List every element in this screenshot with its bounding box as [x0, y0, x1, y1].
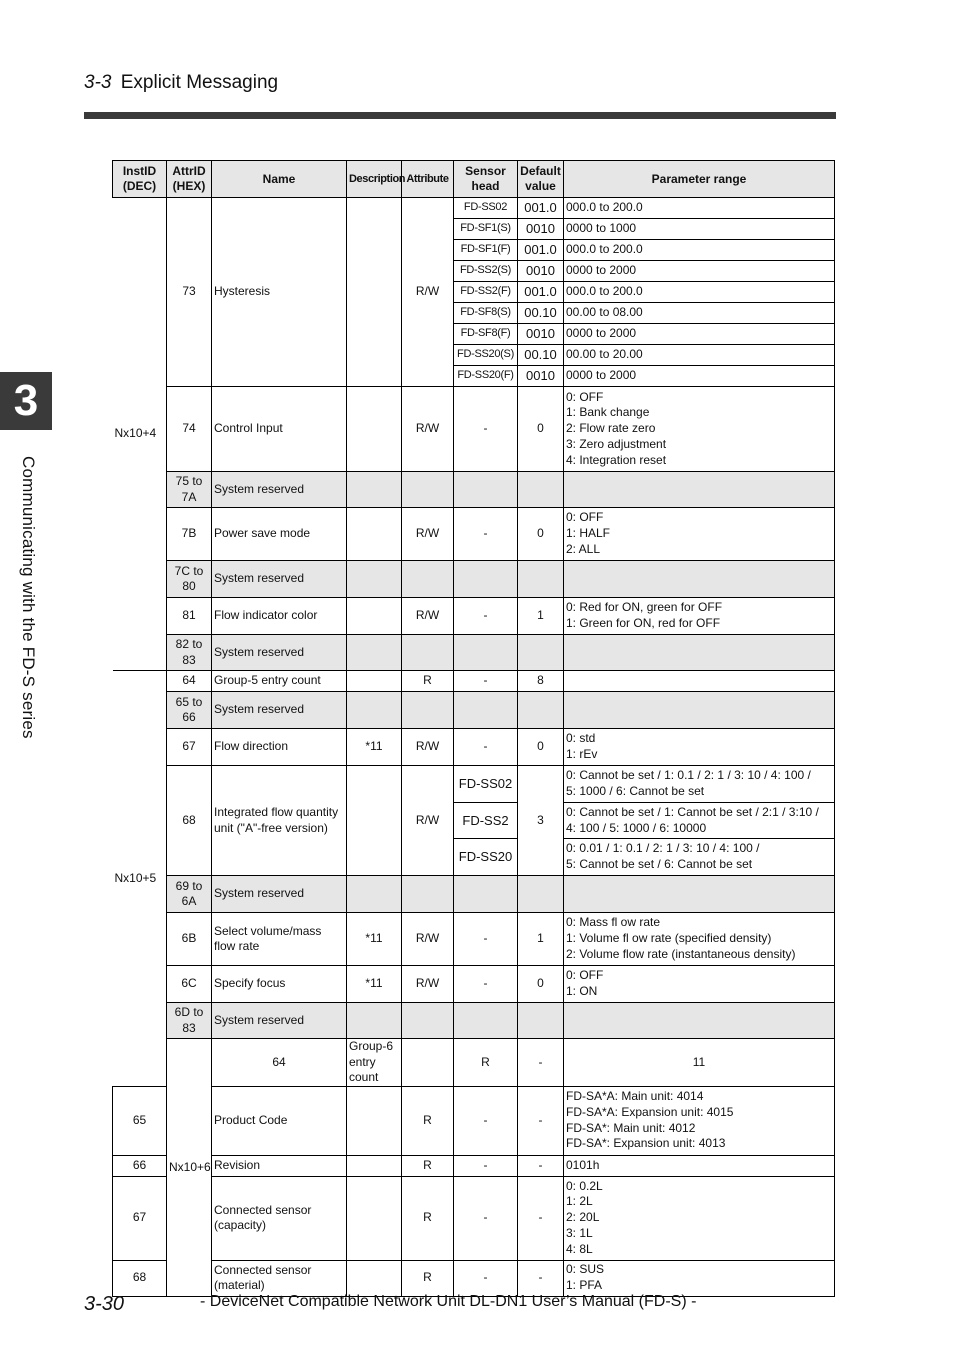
range-line: 1: Volume fl ow rate (specified density)	[566, 931, 772, 946]
table-row	[113, 1155, 835, 1176]
sensor-head: FD-SS02	[454, 766, 518, 803]
range-line: 1: rEv	[566, 747, 598, 761]
param-range: 0000 to 2000	[564, 324, 835, 345]
param-name	[212, 766, 347, 876]
range-line: FD-SA*: Expansion unit: 4013	[566, 1136, 726, 1151]
attr-id	[167, 692, 212, 729]
sensor-head: FD-SF1(F)	[454, 240, 518, 261]
attr-id	[167, 635, 212, 671]
attr-id	[167, 472, 212, 508]
attr-id: 64	[212, 1039, 347, 1087]
default-value: 00.10	[518, 303, 564, 324]
default-value: 1	[518, 598, 564, 635]
range-line: 2: Flow rate zero	[566, 421, 656, 436]
default-value: 0010	[518, 324, 564, 345]
attr-id: 6C	[167, 966, 212, 1003]
param-range	[564, 598, 835, 635]
sensor-head: -	[454, 1086, 518, 1155]
attribute: R/W	[402, 198, 454, 387]
default-value: 0010	[518, 261, 564, 282]
attribute: R/W	[402, 598, 454, 635]
table-row	[113, 876, 835, 913]
sensor-head: -	[454, 1176, 518, 1260]
sensor-head: -	[454, 966, 518, 1003]
range-line: 0: Cannot be set / 1: Cannot be set / 2:1 / 3:10 /	[566, 804, 819, 819]
col-header: Description	[347, 161, 402, 198]
table-row	[113, 598, 835, 635]
attr-id: 68	[167, 766, 212, 876]
page-number: 3-30	[84, 1293, 125, 1315]
table-row	[113, 1039, 835, 1087]
col-header: Default value	[518, 161, 564, 198]
attr-line: 65 to	[175, 694, 203, 709]
range-line: 1: Bank change	[566, 405, 650, 420]
table-row	[113, 387, 835, 472]
description	[347, 198, 402, 387]
range-line: 4: Integration reset	[566, 452, 667, 467]
param-name: Group-6 entry count	[347, 1039, 402, 1087]
param-range	[564, 1176, 835, 1260]
default-value: 1	[518, 913, 564, 966]
description: *11	[347, 966, 402, 1003]
attribute: R/W	[402, 966, 454, 1003]
chapter-tab: 3	[0, 372, 52, 430]
description	[347, 671, 402, 692]
col-header: Parameter range	[564, 161, 835, 198]
param-range: 0101h	[564, 1155, 835, 1176]
chapter-side-title: Communicating with the FD-S series	[19, 456, 38, 739]
name-line: (capacity)	[214, 1218, 267, 1232]
default-value: 11	[564, 1039, 835, 1087]
sensor-head: FD-SF1(S)	[454, 219, 518, 240]
param-range: 0000 to 1000	[564, 219, 835, 240]
param-name: System reserved	[212, 635, 347, 671]
attr-id	[167, 1003, 212, 1039]
attr-id: 74	[167, 387, 212, 472]
param-name: System reserved	[212, 561, 347, 598]
range-line: 2: 20L	[566, 1210, 600, 1225]
param-name: Power save mode	[212, 508, 347, 561]
attribute: R	[402, 1176, 454, 1260]
range-line: 5: Cannot be set / 6: Cannot be set	[566, 857, 753, 871]
attr-line: 7A	[181, 489, 197, 504]
range-line: 1: Green for ON, red for OFF	[566, 616, 721, 630]
param-name: Flow direction	[212, 729, 347, 766]
col-header: AttrID (HEX)	[167, 161, 212, 198]
description	[402, 1039, 454, 1087]
param-range: 0000 to 2000	[564, 261, 835, 282]
attr-line: 66	[182, 710, 196, 724]
range-line: 5: 1000 / 6: Cannot be set	[566, 784, 705, 798]
sensor-head: FD-SS02	[454, 198, 518, 219]
attribute: R	[402, 671, 454, 692]
range-line: 1: 2L	[566, 1194, 593, 1209]
name-line: unit ("A"-free version)	[214, 820, 328, 835]
param-name: System reserved	[212, 472, 347, 508]
attribute: R	[402, 1086, 454, 1155]
table-row	[113, 1003, 835, 1039]
col-header: Name	[212, 161, 347, 198]
range-line: 0: OFF	[566, 968, 604, 983]
param-name: System reserved	[212, 692, 347, 729]
param-range	[564, 913, 835, 966]
col-header: InstID (DEC)	[113, 161, 167, 198]
sensor-head: -	[454, 1260, 518, 1296]
name-line: flow rate	[214, 939, 260, 953]
param-name	[212, 913, 347, 966]
inst-id: Nx10+6	[167, 1039, 212, 1297]
table-row	[113, 913, 835, 966]
range-line: 1: ON	[566, 984, 598, 998]
table-row	[113, 729, 835, 766]
col-header: Sensor head	[454, 161, 518, 198]
param-name: Group-5 entry count	[212, 671, 347, 692]
sensor-head: FD-SS2(S)	[454, 261, 518, 282]
attribute: R	[454, 1039, 518, 1087]
table-row	[113, 198, 835, 219]
param-name	[212, 1176, 347, 1260]
parameter-table	[112, 160, 835, 1297]
sensor-head: FD-SS20	[454, 839, 518, 876]
footer-text: - DeviceNet Compatible Network Unit DL-DN1 User’s Manual (FD-S) -	[200, 1293, 697, 1310]
description	[347, 1155, 402, 1176]
sensor-head: -	[454, 913, 518, 966]
param-range	[564, 1086, 835, 1155]
attr-line: 6A	[181, 894, 197, 908]
param-range: 0000 to 2000	[564, 366, 835, 387]
attr-line: 69 to	[175, 878, 203, 893]
attr-id: 67	[167, 729, 212, 766]
range-line: 0: Mass fl ow rate	[566, 915, 661, 930]
name-line: Connected sensor	[214, 1202, 312, 1217]
attr-line: 83	[182, 1020, 196, 1035]
range-line: 4: 100 / 5: 1000 / 6: 10000	[566, 820, 707, 835]
table-row	[113, 472, 835, 508]
sensor-head: FD-SS2(F)	[454, 282, 518, 303]
attribute: R	[402, 1155, 454, 1176]
range-line: 2: ALL	[566, 541, 601, 556]
range-line: 0: 0.01 / 1: 0.1 / 2: 1 / 3: 10 / 4: 100 /	[566, 841, 760, 856]
attr-id: 65	[113, 1086, 167, 1155]
sensor-head: FD-SF8(S)	[454, 303, 518, 324]
description	[347, 387, 402, 472]
range-line: FD-SA*A: Main unit: 4014	[566, 1088, 704, 1103]
sensor-head: -	[518, 1039, 564, 1087]
param-range	[564, 671, 835, 692]
default-value: 001.0	[518, 198, 564, 219]
attr-id: 64	[167, 671, 212, 692]
attribute: R	[402, 1260, 454, 1296]
param-range: 00.00 to 20.00	[564, 345, 835, 366]
range-line: 0: std	[566, 731, 596, 746]
description	[347, 1176, 402, 1260]
attr-line: 83	[182, 652, 196, 667]
sensor-head: FD-SS20(S)	[454, 345, 518, 366]
range-line: 3: Zero adjustment	[566, 436, 667, 451]
param-name: System reserved	[212, 1003, 347, 1039]
name-line: Integrated flow quantity	[214, 805, 339, 819]
sensor-head: -	[454, 1155, 518, 1176]
attribute: R/W	[402, 508, 454, 561]
sensor-head: FD-SF8(F)	[454, 324, 518, 345]
default-value: -	[518, 1176, 564, 1260]
param-range: 000.0 to 200.0	[564, 198, 835, 219]
table-row	[113, 1176, 835, 1260]
table-row	[113, 692, 835, 729]
param-range	[564, 387, 835, 472]
default-value: 0	[518, 387, 564, 472]
table-row	[113, 635, 835, 671]
table-row	[113, 508, 835, 561]
param-name: Revision	[212, 1155, 347, 1176]
table-row	[113, 561, 835, 598]
table-row	[113, 1086, 835, 1155]
name-line: Select volume/mass	[214, 923, 322, 938]
description	[347, 1086, 402, 1155]
sensor-head: -	[454, 671, 518, 692]
attr-line: 6D to	[174, 1005, 204, 1019]
table-row	[113, 671, 835, 692]
default-value: 001.0	[518, 240, 564, 261]
table-header-row	[113, 161, 835, 198]
default-value: 0	[518, 508, 564, 561]
description	[347, 766, 402, 876]
attr-id: 73	[167, 198, 212, 387]
range-line: FD-SA*: Main unit: 4012	[566, 1120, 696, 1135]
range-line: 0: 0.2L	[566, 1178, 603, 1193]
attribute: R/W	[402, 387, 454, 472]
default-value: -	[518, 1086, 564, 1155]
attr-line: 82 to	[175, 637, 203, 651]
sensor-head: FD-SS2	[454, 803, 518, 839]
table-row	[113, 766, 835, 803]
param-name: Specify focus	[212, 966, 347, 1003]
range-line: 0: Red for ON, green for OFF	[566, 600, 723, 615]
range-line: 1: PFA	[566, 1278, 603, 1292]
default-value: -	[518, 1155, 564, 1176]
param-range	[564, 729, 835, 766]
param-range: 000.0 to 200.0	[564, 282, 835, 303]
range-line: 2: Volume flow rate (instantaneous density)	[566, 946, 796, 961]
table-row	[113, 966, 835, 1003]
description	[347, 598, 402, 635]
param-name: Hysteresis	[212, 198, 347, 387]
col-header: Attribute	[402, 161, 454, 198]
param-range	[564, 1260, 835, 1296]
default-value: 0	[518, 966, 564, 1003]
name-line: Connected sensor	[214, 1262, 312, 1277]
header-rule	[84, 112, 836, 119]
param-range	[564, 803, 835, 839]
attr-id	[167, 561, 212, 598]
attr-id: 7B	[167, 508, 212, 561]
description	[347, 1260, 402, 1296]
attribute: R/W	[402, 913, 454, 966]
section-number: 3-3	[84, 72, 112, 93]
range-line: 0: OFF	[566, 510, 604, 525]
table-row	[113, 1260, 835, 1296]
attr-id: 6B	[167, 913, 212, 966]
param-name: Flow indicator color	[212, 598, 347, 635]
description: *11	[347, 729, 402, 766]
description	[347, 508, 402, 561]
range-line: 3: 1L	[566, 1225, 593, 1240]
attr-line: 75 to	[175, 474, 203, 488]
param-range: 000.0 to 200.0	[564, 240, 835, 261]
sensor-head: FD-SS20(F)	[454, 366, 518, 387]
range-line: FD-SA*A: Expansion unit: 4015	[566, 1104, 734, 1119]
default-value: 0010	[518, 219, 564, 240]
default-value: 001.0	[518, 282, 564, 303]
section-title: Explicit Messaging	[120, 72, 279, 93]
sensor-head: -	[454, 508, 518, 561]
param-range	[564, 508, 835, 561]
description: *11	[347, 913, 402, 966]
default-value: 8	[518, 671, 564, 692]
param-name: System reserved	[212, 876, 347, 913]
param-name: Control Input	[212, 387, 347, 472]
range-line: 1: HALF	[566, 526, 611, 541]
param-range	[564, 966, 835, 1003]
default-value: 0010	[518, 366, 564, 387]
inst-id: Nx10+4	[113, 198, 167, 671]
default-value: -	[518, 1260, 564, 1296]
attribute: R/W	[402, 729, 454, 766]
param-range	[564, 766, 835, 803]
attr-id: 67	[113, 1176, 167, 1260]
range-line: 0: OFF	[566, 389, 604, 404]
default-value: 3	[518, 766, 564, 876]
param-range	[564, 839, 835, 876]
param-range: 00.00 to 08.00	[564, 303, 835, 324]
range-line: 0: Cannot be set / 1: 0.1 / 2: 1 / 3: 10 / 4: 100 /	[566, 768, 811, 783]
sensor-head: -	[454, 387, 518, 472]
attr-id: 81	[167, 598, 212, 635]
default-value: 00.10	[518, 345, 564, 366]
sensor-head: -	[454, 598, 518, 635]
param-name: Product Code	[212, 1086, 347, 1155]
inst-id: Nx10+5	[113, 671, 167, 1087]
section-header	[84, 72, 278, 94]
default-value: 0	[518, 729, 564, 766]
attr-id	[167, 876, 212, 913]
sensor-head: -	[454, 729, 518, 766]
name-line: (material)	[214, 1278, 265, 1292]
attr-id: 66	[113, 1155, 167, 1176]
range-line: 0: SUS	[566, 1262, 605, 1277]
param-name	[212, 1260, 347, 1296]
attr-line: 80	[182, 579, 196, 593]
attribute: R/W	[402, 766, 454, 876]
attr-id: 68	[113, 1260, 167, 1296]
range-line: 4: 8L	[566, 1241, 593, 1256]
attr-line: 7C to	[174, 563, 204, 578]
